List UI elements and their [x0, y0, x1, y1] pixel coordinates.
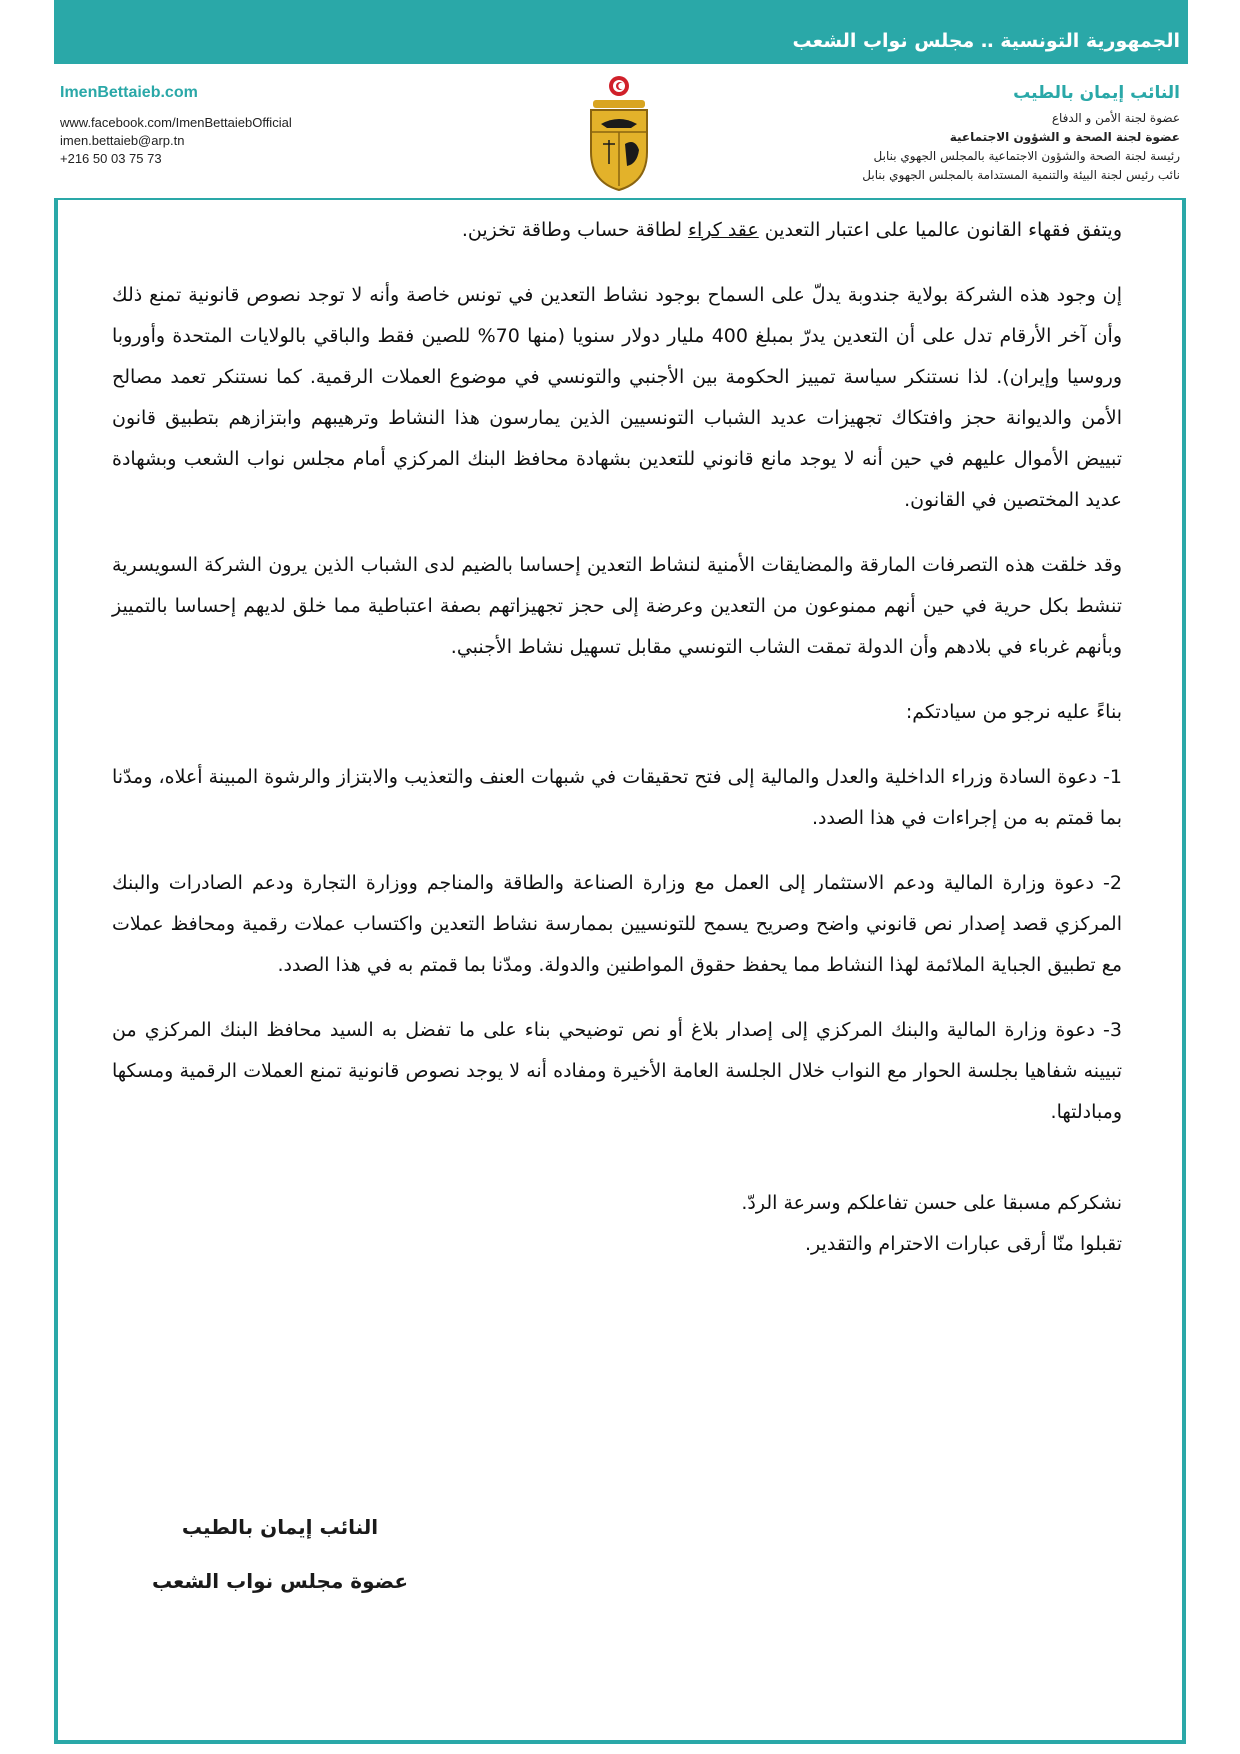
mp-role: عضوة لجنة الأمن و الدفاع	[1051, 111, 1180, 125]
mp-name: النائب إيمان بالطيب	[1013, 83, 1180, 103]
mp-role: رئيسة لجنة الصحة والشؤون الاجتماعية بالمجلس الجهوي بنابل	[873, 149, 1180, 163]
signature-title: عضوة مجلس نواب الشعب	[151, 1569, 408, 1593]
contact-block	[60, 84, 292, 168]
signature-block	[140, 1500, 420, 1608]
phone-number: +216 50 03 75 73	[60, 151, 162, 166]
mp-role: نائب رئيس لجنة البيئة والتنمية المستدامة بالمجلس الجهوي بنابل	[862, 168, 1180, 182]
request-item-2: 2- دعوة وزارة المالية ودعم الاستثمار إلى العمل مع وزارة الصناعة والطاقة والمناجم ووزارة التجارة ودعم الصادرات والبنك المركزي قصد إصدار نص قانوني واضح وصريح يسمح للتونسيين بممارسة نشاط التعدين واكتساب عملات رقمية ومحافظ عملات مع تطبيق الجباية الملائمة لهذا النشاط مما يحفظ حقوق المواطنين والدولة. ومدّنا بما قمتم به في هذا الصدد.	[112, 872, 1122, 976]
signature-name: النائب إيمان بالطيب	[181, 1515, 379, 1539]
tunisia-coat-of-arms-icon	[583, 74, 655, 194]
website-link[interactable]: ImenBettaieb.com	[60, 84, 198, 101]
request-item-3: 3- دعوة وزارة المالية والبنك المركزي إلى إصدار بلاغ أو نص توضيحي بناء على ما تفضل به السيد محافظ البنك المركزي من تبيينه شفاهيا بجلسة الحوار مع النواب خلال الجلسة العامة الأخيرة ومفاده أنه لا يوجد نصوص قانونية تمنع العملات الرقمية ومسكها ومبادلتها.	[112, 1019, 1122, 1123]
email-link[interactable]: imen.bettaieb@arp.tn	[60, 133, 185, 148]
request-item-1: 1- دعوة السادة وزراء الداخلية والعدل والمالية إلى فتح تحقيقات في شبهات العنف والتعذيب والابتزاز والرشوة المبينة أعلاه، ومدّنا بما قمتم به من إجراءات في هذا الصدد.	[112, 766, 1122, 829]
letter-body	[112, 210, 1122, 1265]
paragraph: وقد خلقت هذه التصرفات المارقة والمضايقات الأمنية لنشاط التعدين إحساسا بالضيم لدى الشباب الذين يرون الشركة السويسرية تنشط بكل حرية في حين أنهم ممنوعون من التعدين وعرضة إلى حجز تجهيزاتهم بصفة اعتباطية مما خلق لديهم إحساسا بالتمييز وبأنهم غرباء في بلادهم وأن الدولة تمقت الشاب التونسي مقابل تسهيل نشاط الأجنبي.	[112, 554, 1122, 658]
paragraph: ويتفق فقهاء القانون عالميا على اعتبار التعدين عقد كراء لطاقة حساب وطاقة تخزين.	[461, 219, 1122, 241]
header-title: الجمهورية التونسية ‥ مجلس نواب الشعب	[792, 30, 1180, 52]
underlined-phrase: عقد كراء	[688, 219, 759, 241]
mp-info-block	[862, 84, 1180, 185]
facebook-link[interactable]: www.facebook.com/ImenBettaiebOfficial	[60, 115, 292, 130]
closing-regards: تقبلوا منّا أرقى عبارات الاحترام والتقدير.	[805, 1233, 1122, 1255]
mp-role: عضوة لجنة الصحة و الشؤون الاجتماعية	[949, 130, 1180, 144]
closing-thanks: نشكركم مسبقا على حسن تفاعلكم وسرعة الردّ.	[741, 1192, 1122, 1214]
paragraph: إن وجود هذه الشركة بولاية جندوبة يدلّ على السماح بوجود نشاط التعدين في تونس خاصة وأنه لا توجد نصوص قانونية تمنع ذلك وأن آخر الأرقام تدل على أن التعدين يدرّ بمبلغ 400 مليار دولار سنويا (منها 70% للصين فقط والباقي بالولايات المتحدة وأوروبا وروسيا وإيران). لذا نستنكر سياسة تمييز الحكومة بين الأجنبي والتونسي في موضوع العملات الرقمية. كما نستنكر تعمد مصالح الأمن والديوانة حجز وافتكاك تجهيزات عديد الشباب التونسيين الذين يمارسون هذا النشاط وترهيبهم وابتزازهم بتطبيق قانون تبييض الأموال عليهم في حين أنه لا يوجد مانع قانوني للتعدين بشهادة محافظ البنك المركزي أمام مجلس نواب الشعب وبشهادة عديد المختصين في القانون.	[112, 284, 1122, 511]
paragraph: بناءً عليه نرجو من سيادتكم:	[905, 701, 1122, 723]
header-bar	[54, 0, 1188, 64]
